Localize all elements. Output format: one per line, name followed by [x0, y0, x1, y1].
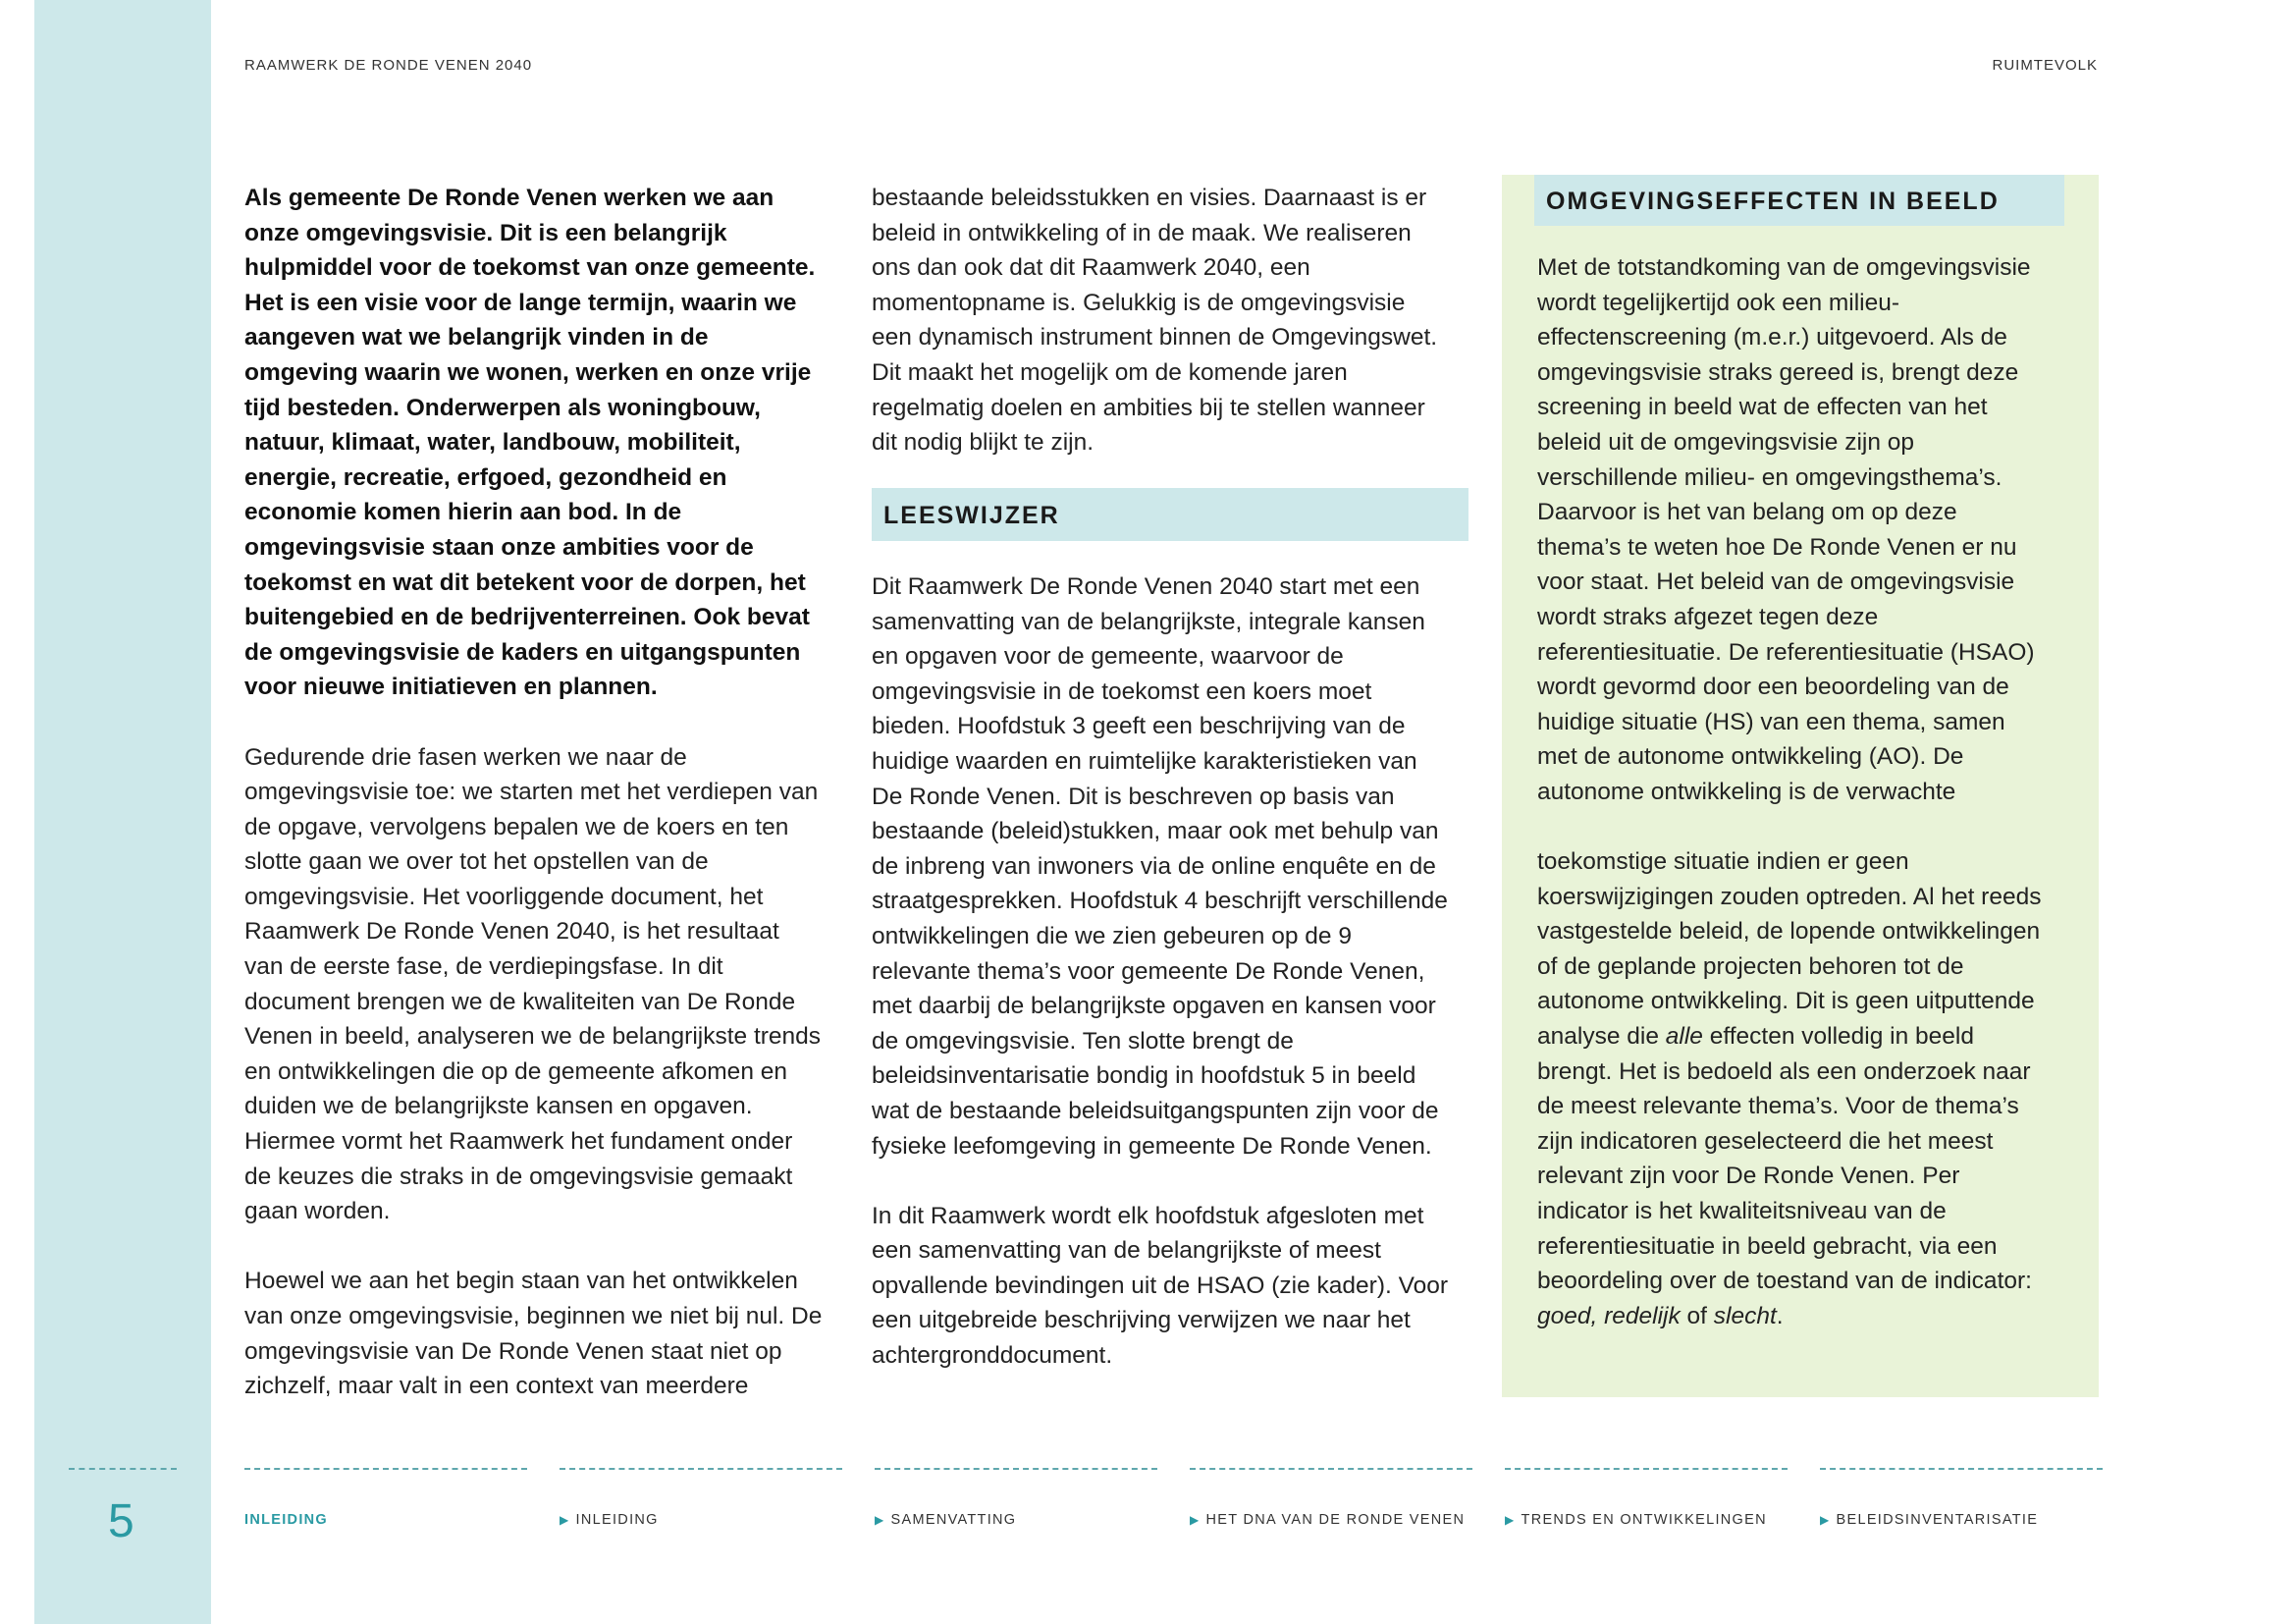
triangle-right-icon: ▶ — [1820, 1513, 1831, 1527]
nav-divider — [1190, 1468, 1472, 1470]
nav-divider — [1820, 1468, 2103, 1470]
sidebox-body — [1537, 250, 2082, 1333]
triangle-right-icon: ▶ — [1190, 1513, 1201, 1527]
nav-divider — [560, 1468, 842, 1470]
nav-item-dna[interactable]: ▶ HET DNA VAN DE RONDE VENEN — [1190, 1512, 1466, 1528]
sidebox-heading: OMGEVINGSEFFECTEN IN BEELD — [1546, 188, 2000, 215]
body-paragraph: Dit Raamwerk De Ronde Venen 2040 start met een samenvatting van de belangrijkste, integrale kansen en opgaven voor de gemeente, waarvoor de omgevingsvisie in de toekomst een koers moet bieden. Hoofdstuk 3 geeft een beschrijving van de huidige waarden en ruimtelijke karakteristieken van De Ronde Venen. Dit is beschreven op basis van bestaande (beleid)stukken, maar ook met behulp van de inbreng van inwoners via de online enquête en de straatgesprekken. Hoofdstuk 4 beschrijft verschillende ontwikkelingen die we zien gebeuren op de 9 relevante thema’s voor gemeente De Ronde Venen, met daarbij de belangrijkste opgaven en kansen voor de omgevingsvisie. Ten slotte brengt de beleidsinventarisatie bondig in hoofdstuk 5 in beeld wat de bestaande beleidsuitgangspunten zijn voor de fysieke leefomgeving in gemeente De Ronde Venen. — [872, 573, 1448, 1160]
triangle-right-icon: ▶ — [1505, 1513, 1516, 1527]
intro-paragraph: Als gemeente De Ronde Venen werken we aan onze omgevingsvisie. Dit is een belangrijk hulpmiddel voor de toekomst van onze gemeente. Het is een visie voor de lange termijn, waarin we aangeven wat we belangrijk vinden in de omgeving waarin we wonen, werken en onze vrije tijd besteden. Onderwerpen als woningbouw, natuur, klimaat, water, landbouw, mobiliteit, energie, recreatie, erfgoed, gezondheid en economie komen hierin aan bod. In de omgevingsvisie staan onze ambities voor de toekomst en wat dit betekent voor de dorpen, het buitengebied en de bedrijventerreinen. Ook bevat de omgevingsvisie de kaders en uitgangspunten voor nieuwe initiatieven en plannen. — [244, 185, 816, 701]
column-1 — [244, 181, 843, 1404]
body-paragraph: In dit Raamwerk wordt elk hoofdstuk afgesloten met een samenvatting van de belangrijkste of meest opvallende bevindingen uit de HSAO (zie kader). Voor een uitgebreide beschrijving verwijzen we naar het achtergronddocument. — [872, 1202, 1448, 1370]
body-paragraph: Hoewel we aan het begin staan van het ontwikkelen van onze omgevingsvisie, beginnen we niet bij nul. De omgevingsvisie van De Ronde Venen staat niet op zichzelf, maar valt in een context van meerdere — [244, 1268, 823, 1400]
nav-item-samenvatting[interactable]: ▶ SAMENVATTING — [875, 1512, 1017, 1528]
left-sidebar-band — [34, 0, 211, 1624]
triangle-right-icon: ▶ — [875, 1513, 885, 1527]
triangle-right-icon: ▶ — [560, 1513, 570, 1527]
nav-current-section: INLEIDING — [244, 1512, 329, 1528]
body-paragraph: Gedurende drie fasen werken we naar de omgevingsvisie toe: we starten met het verdiepen van de opgave, vervolgens bepalen we de koers en ten slotte gaan we over tot het opstellen van de omgevingsvisie. Het voorliggende document, het Raamwerk De Ronde Venen 2040, is het resultaat van de eerste fase, de verdiepingsfase. In dit document brengen we de kwaliteiten van De Ronde Venen in beeld, analyseren we de belangrijkste trends en ontwikkelingen die op de gemeente afkomen en duiden we de belangrijkste kansen en opgaven. Hiermee vormt het Raamwerk het fundament onder de keuzes die straks in de omgevingsvisie gemaakt gaan worden. — [244, 743, 822, 1225]
nav-divider — [1505, 1468, 1788, 1470]
nav-divider — [875, 1468, 1157, 1470]
column-2-bottom — [872, 569, 1470, 1374]
publisher-header: RUIMTEVOLK — [1992, 57, 2098, 74]
sidebox-heading-band — [1534, 175, 2064, 226]
sidebox-paragraph: Met de totstandkoming van de omgevingsvisie wordt tegelijkertijd ook een milieu- effectenscreening (m.e.r.) uitgevoerd. Als de omgevingsvisie straks gereed is, brengt deze screening in beeld wat de effecten van het beleid uit de omgevingsvisie zijn op verschillende milieu- en omgevingsthema’s. Daarvoor is het van belang om op deze thema’s te weten hoe De Ronde Venen er nu voor staat. Het beleid van de omgevingsvisie wordt straks afgezet tegen deze referentiesituatie. De referentiesituatie (HSAO) wordt gevormd door een beoordeling van de huidige situatie (HS) van een thema, samen met de autonome ontwikkeling (AO). De autonome ontwikkeling is de verwachte — [1537, 254, 2035, 805]
column-2-top — [872, 181, 1470, 460]
page-number: 5 — [108, 1495, 134, 1547]
leeswijzer-heading: LEESWIJZER — [883, 502, 1060, 529]
document-title-header: RAAMWERK DE RONDE VENEN 2040 — [244, 57, 533, 74]
sidebox-paragraph: toekomstige situatie indien er geen koerswijzigingen zouden optreden. Al het reeds vastgestelde beleid, de lopende ontwikkelingen of de geplande projecten behoren tot de autonome ontwikkeling. Dit is geen uitputtende analyse die alle effecten volledig in beeld brengt. Het is bedoeld als een onderzoek naar de meest relevante thema’s. Voor de thema’s zijn indicatoren geselecteerd die het meest relevant zijn voor De Ronde Venen. Per indicator is het kwaliteitsniveau van de referentiesituatie in beeld gebracht, via een beoordeling over de toestand van de indicator: goed, redelijk of slecht. — [1537, 848, 2042, 1329]
leeswijzer-heading-band — [872, 488, 1468, 541]
body-paragraph: bestaande beleidsstukken en visies. Daarnaast is er beleid in ontwikkeling of in de maak. We realiseren ons dan ook dat dit Raamwerk 2040, een momentopname is. Gelukkig is de omgevingsvisie een dynamisch instrument binnen de Omgevingswet. Dit maakt het mogelijk om de komende jaren regelmatig doelen en ambities bij te stellen wanneer dit nodig blijkt te zijn. — [872, 185, 1438, 457]
sidebar-divider — [69, 1468, 177, 1470]
nav-item-inleiding[interactable]: ▶ INLEIDING — [560, 1512, 659, 1528]
nav-item-beleidsinventarisatie[interactable]: ▶ BELEIDSINVENTARISATIE — [1820, 1512, 2039, 1528]
nav-divider — [244, 1468, 527, 1470]
nav-item-trends[interactable]: ▶ TRENDS EN ONTWIKKELINGEN — [1505, 1512, 1767, 1528]
omgevingseffecten-sidebox — [1502, 175, 2099, 1397]
